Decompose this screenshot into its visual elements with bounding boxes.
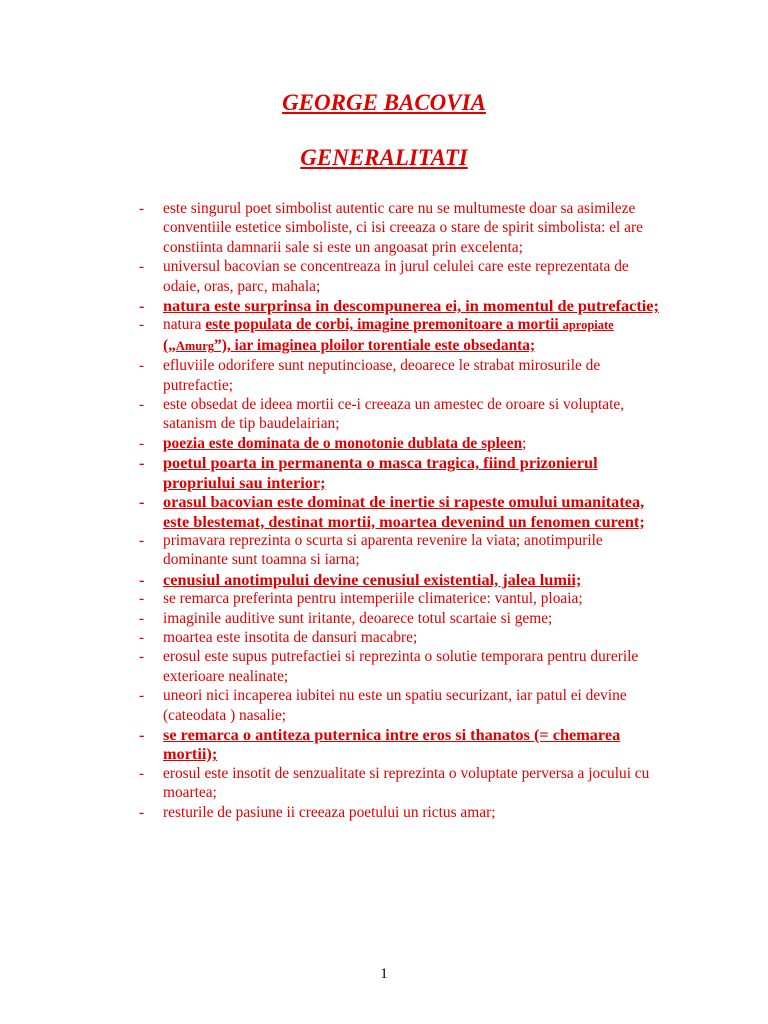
list-item xyxy=(139,492,659,531)
list-item xyxy=(139,434,659,453)
list-item xyxy=(139,296,659,315)
list-item xyxy=(139,589,659,608)
bullet-dash: - xyxy=(139,590,145,608)
list-item-lead: natura xyxy=(163,316,206,334)
bullet-dash: - xyxy=(139,724,145,744)
list-item xyxy=(139,570,659,589)
list-item xyxy=(139,531,659,570)
list-item-tail: ; xyxy=(522,434,527,452)
bullet-dash: - xyxy=(139,357,145,375)
bullet-dash: - xyxy=(139,258,145,276)
bullet-dash: - xyxy=(139,628,145,646)
list-item xyxy=(139,686,659,725)
list-item-text: moartea este insotita de dansuri macabre; xyxy=(163,628,418,646)
list-item-text: orasul bacovian este dominat de inertie si rapeste omului umanitatea, este blestemat, destinat mortii, moartea devenind un fenomen curent; xyxy=(163,492,645,531)
list-item: - natura este populata de corbi, imagine premonitoare a mortii apropiate („Amurg”), iar imaginea ploilor torentiale este obsedanta; xyxy=(139,316,614,354)
list-item-text: se remarca preferinta pentru intemperiile climaterice: vantul, ploaia; xyxy=(163,590,583,608)
list-item xyxy=(139,453,659,492)
list-item xyxy=(139,628,659,647)
list-item-text: poezia este dominata de o monotonie dublata de spleen xyxy=(163,434,523,452)
bullet-dash: - xyxy=(139,296,145,316)
list-item-text: resturile de pasiune ii creeaza poetului un rictus amar; xyxy=(163,803,496,821)
page-number: 1 xyxy=(380,966,388,982)
list-item xyxy=(139,764,659,803)
list-item xyxy=(139,803,659,822)
list-item-text: se remarca o antiteza puternica intre eros si thanatos (= chemarea mortii); xyxy=(163,724,621,764)
list-item-text: erosul este insotit de senzualitate si reprezinta o voluptate perversa a jocului cu moartea; xyxy=(163,764,650,802)
list-item xyxy=(139,395,659,434)
bullet-dash: - xyxy=(139,316,145,334)
list-item-text: universul bacovian se concentreaza in jurul celulei care este reprezentata de odaie, oras, parc, mahala; xyxy=(163,258,629,295)
list-item-text: este populata de corbi, imagine premonitoare a mortii xyxy=(205,316,559,334)
list-item-text: ”), iar imaginea ploilor torentiale este obsedanta; xyxy=(214,336,536,354)
bullet-dash: - xyxy=(139,434,145,452)
bullet-dash: - xyxy=(139,648,145,666)
list-item-text: uneori nici incaperea iubitei nu este un spatiu securizant, iar patul ei devine (cateodata ) nasalie; xyxy=(163,687,627,724)
bullet-dash: - xyxy=(139,492,145,512)
list-item xyxy=(139,725,659,764)
document-title: GEORGE BACOVIA xyxy=(282,90,486,115)
bullet-dash: - xyxy=(139,803,145,821)
smallcaps-word: apropiate xyxy=(562,318,614,333)
bullet-dash: - xyxy=(139,200,145,217)
list-item-text: cenusiul anotimpului devine cenusiul existential, jalea lumii; xyxy=(163,569,582,589)
list-item-text: natura este surprinsa in descompunerea ei, in momentul de putrefactie; xyxy=(163,296,659,316)
list-item xyxy=(139,356,659,395)
generalities-list xyxy=(139,199,659,822)
bullet-dash: - xyxy=(139,569,145,589)
poem-title: Amurg xyxy=(175,338,215,353)
bullet-dash: - xyxy=(139,531,145,549)
list-item-text: este singurul poet simbolist autentic care nu se multumeste doar sa asimileze conventiile estetice simboliste, ci isi creeaza o stare de spirit simbolista: el are constiinta damnarii sale si este un angoasat prin excelenta; xyxy=(163,200,643,256)
list-item xyxy=(139,609,659,628)
list-item-text: efluviile odorifere sunt neputincioase, deoarece le strabat mirosurile de putrefactie; xyxy=(163,357,601,394)
bullet-dash: - xyxy=(139,687,145,705)
bullet-dash: - xyxy=(139,396,145,414)
list-item xyxy=(139,257,659,296)
list-item-text: primavara reprezinta o scurta si aparenta revenire la viata; anotimpurile dominante sunt toamna si iarna; xyxy=(163,531,603,569)
bullet-dash: - xyxy=(139,609,145,627)
list-item-text: poetul poarta in permanenta o masca tragica, fiind prizonierul propriului sau interior; xyxy=(163,453,598,492)
bullet-dash: - xyxy=(139,453,145,473)
list-item xyxy=(139,647,659,686)
bullet-dash: - xyxy=(139,764,145,782)
document-subtitle: GENERALITATI xyxy=(300,145,468,170)
list-item xyxy=(139,199,659,257)
list-item-text: este obsedat de ideea mortii ce-i creeaza un amestec de oroare si voluptate, satanism de tip baudelairian; xyxy=(163,396,625,433)
list-item-text: imaginile auditive sunt iritante, deoarece totul scartaie si geme; xyxy=(163,609,553,627)
list-item-text: erosul este supus putrefactiei si reprezinta o solutie temporara pentru durerile exterioare nealinate; xyxy=(163,648,639,685)
